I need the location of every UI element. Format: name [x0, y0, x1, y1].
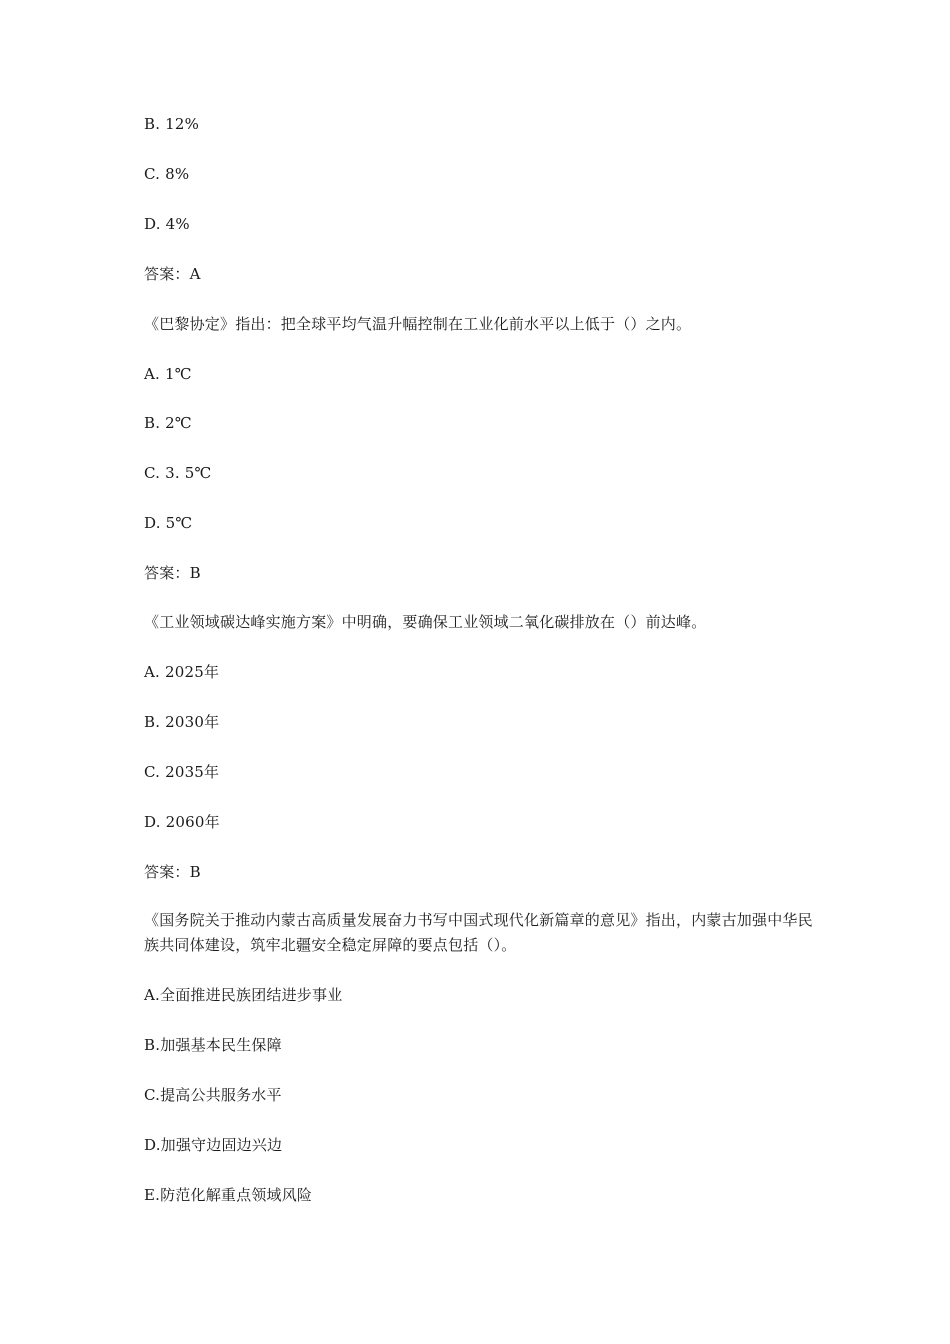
option-b-q1: B. 12%	[144, 115, 200, 133]
answer-q1: 答案：A	[144, 265, 201, 283]
answer-q2: 答案：B	[144, 564, 201, 582]
option-e-q4: E.防范化解重点领域风险	[144, 1186, 313, 1204]
question-inner-mongolia: 《国务院关于推动内蒙古高质量发展奋力书写中国式现代化新篇章的意见》指出，内蒙古加强中华民族共同体建设，筑牢北疆安全稳定屏障的要点包括（）。	[144, 911, 813, 954]
option-c-q2: C. 3. 5℃	[144, 464, 212, 482]
question-paris-agreement: 《巴黎协定》指出：把全球平均气温升幅控制在工业化前水平以上低于（）之内。	[144, 315, 692, 333]
option-b-q2: B. 2℃	[144, 414, 192, 432]
option-d-q2: D. 5℃	[144, 514, 193, 532]
option-b-q3: B. 2030年	[144, 713, 220, 731]
option-b-q4: B.加强基本民生保障	[144, 1036, 282, 1054]
option-c-q1: C. 8%	[144, 165, 190, 183]
question-industrial-carbon-peak: 《工业领域碳达峰实施方案》中明确，要确保工业领域二氧化碳排放在（）前达峰。	[144, 613, 707, 631]
option-a-q4: A.全面推进民族团结进步事业	[144, 986, 343, 1004]
option-d-q3: D. 2060年	[144, 813, 220, 831]
option-c-q3: C. 2035年	[144, 763, 220, 781]
option-d-q1: D. 4%	[144, 215, 190, 233]
option-a-q2: A. 1℃	[144, 365, 192, 383]
answer-q3: 答案：B	[144, 863, 201, 881]
option-d-q4: D.加强守边固边兴边	[144, 1136, 283, 1154]
option-c-q4: C.提高公共服务水平	[144, 1086, 282, 1104]
option-a-q3: A. 2025年	[144, 663, 220, 681]
